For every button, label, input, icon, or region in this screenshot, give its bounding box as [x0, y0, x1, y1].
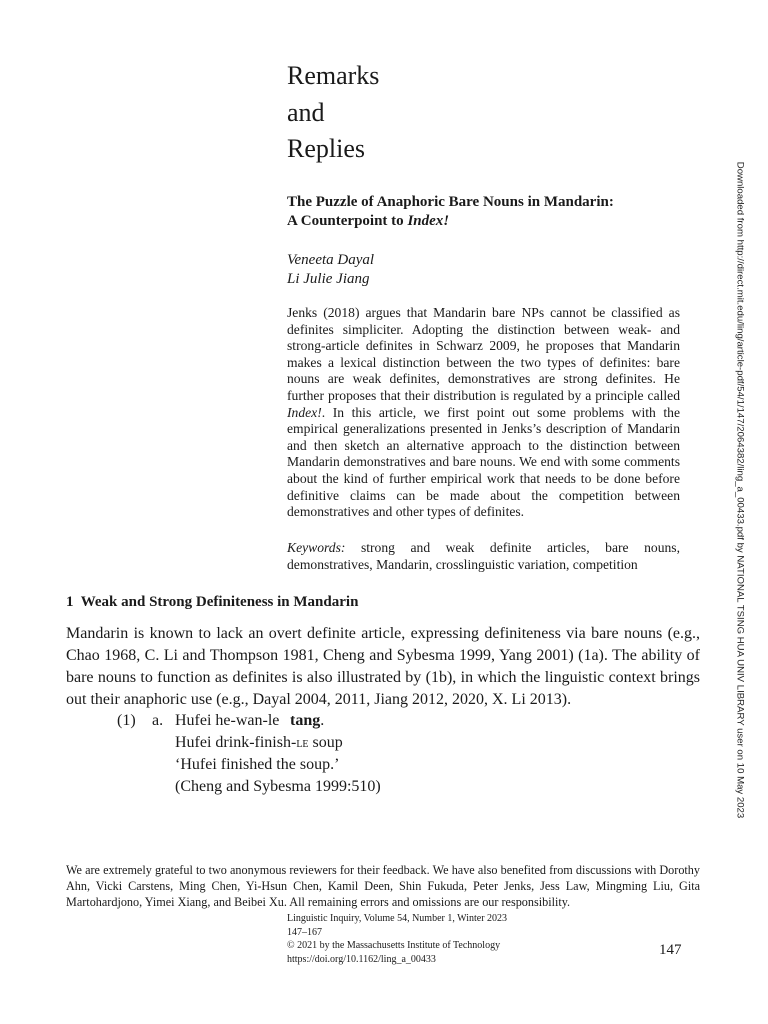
- section-heading-line: Replies: [287, 134, 365, 163]
- keywords-text: strong and weak definite articles, bare nouns, demonstratives, Mandarin, crosslinguistic variation, competition: [287, 540, 680, 572]
- doi-link[interactable]: https://doi.org/10.1162/ling_a_00433: [287, 953, 436, 965]
- section-heading: [287, 58, 379, 168]
- body-paragraph: Mandarin is known to lack an overt definite article, expressing definiteness via bare nouns (e.g., Chao 1968, C. Li and Thompson 1981, Cheng and Sybesma 1999, Yang 2001) (1a). The ability of bare nouns to function as definites is also illustrated by (1b), in which the linguistic context brings out their anaphoric use (e.g., Dayal 2004, 2011, Jiang 2012, 2020, X. Li 2013).: [66, 625, 700, 708]
- abstract-italic: Index!: [287, 404, 322, 420]
- author: Veneeta Dayal: [287, 252, 375, 268]
- example-1: [117, 710, 381, 798]
- example-bold: tang: [290, 712, 321, 729]
- example-translation: ‘Hufei finished the soup.’: [175, 756, 340, 773]
- section-1-heading: 1 Weak and Strong Definiteness in Mandarin: [66, 594, 359, 610]
- abstract: [287, 305, 680, 521]
- title-line: [287, 212, 614, 231]
- keywords-label: Keywords:: [287, 540, 346, 555]
- gloss-smallcaps: le: [296, 736, 309, 751]
- section-heading-line: Remarks: [287, 61, 380, 90]
- title-italic: Index!: [407, 213, 450, 229]
- title-line: The Puzzle of Anaphoric Bare Nouns in Mandarin:: [287, 194, 614, 210]
- example-number: (1): [117, 712, 136, 729]
- keywords: [287, 540, 680, 573]
- abstract-text: . In this article, we first point out some problems with the empirical generalizations presented in Jenks’s description of Mandarin and then sketch an alternative approach to the distinction between Mandarin demonstratives and bare nouns. We end with some comments about the kind of further empirical work that needs to be done before definitive claims can be made about the competition between demonstratives and other types of definites.: [287, 404, 680, 520]
- footer-line: Linguistic Inquiry, Volume 54, Number 1, Winter 2023: [287, 913, 508, 924]
- footer-line: © 2021 by the Massachusetts Institute of Technology: [287, 940, 501, 952]
- author: Li Julie Jiang: [287, 271, 370, 287]
- article-title: [287, 193, 614, 231]
- page-number: 147: [659, 942, 682, 958]
- title-text: A Counterpoint to: [287, 213, 408, 229]
- gloss-text: Hufei drink-finish-: [175, 734, 297, 751]
- authors: [287, 251, 374, 289]
- footer-line: 147–167: [287, 926, 322, 938]
- example-source: (Cheng and Sybesma 1999:510): [175, 778, 381, 795]
- example-letter: a.: [152, 712, 164, 729]
- example-line: Hufei he-wan-le: [175, 712, 280, 729]
- download-watermark: Downloaded from http://direct.mit.edu/ling/article-pdf/54/1/147/2064382/ling_a_00433.pdf by NATIONAL TSING HUA UNIV LIBRARY user on 10 May 2023: [734, 161, 746, 819]
- example-punct: .: [320, 712, 325, 729]
- footnote: We are extremely grateful to two anonymous reviewers for their feedback. We have also benefited from discussions with Dorothy Ahn, Vicki Carstens, Ming Chen, Yi-Hsun Chen, Kamil Deen, Shin Fukuda, Peter Jenks, Jess Law, Mingming Liu, Gita Martohardjono, Yimei Xiang, and Beibei Xu. All remaining errors and omissions are our responsibility.: [66, 863, 700, 909]
- abstract-text: Jenks (2018) argues that Mandarin bare NPs cannot be classified as definites simpliciter. Adopting the distinction between weak- and strong-article definites in Schwarz 2009, he proposes that Mandarin makes a lexical distinction between the two types of definites: bare nouns are weak definites, demonstratives are strong definites. He further proposes that their distribution is regulated by a principle called: [287, 305, 680, 403]
- gloss-text: soup: [308, 734, 343, 751]
- journal-footer: [287, 912, 507, 966]
- section-heading-line: and: [287, 97, 325, 127]
